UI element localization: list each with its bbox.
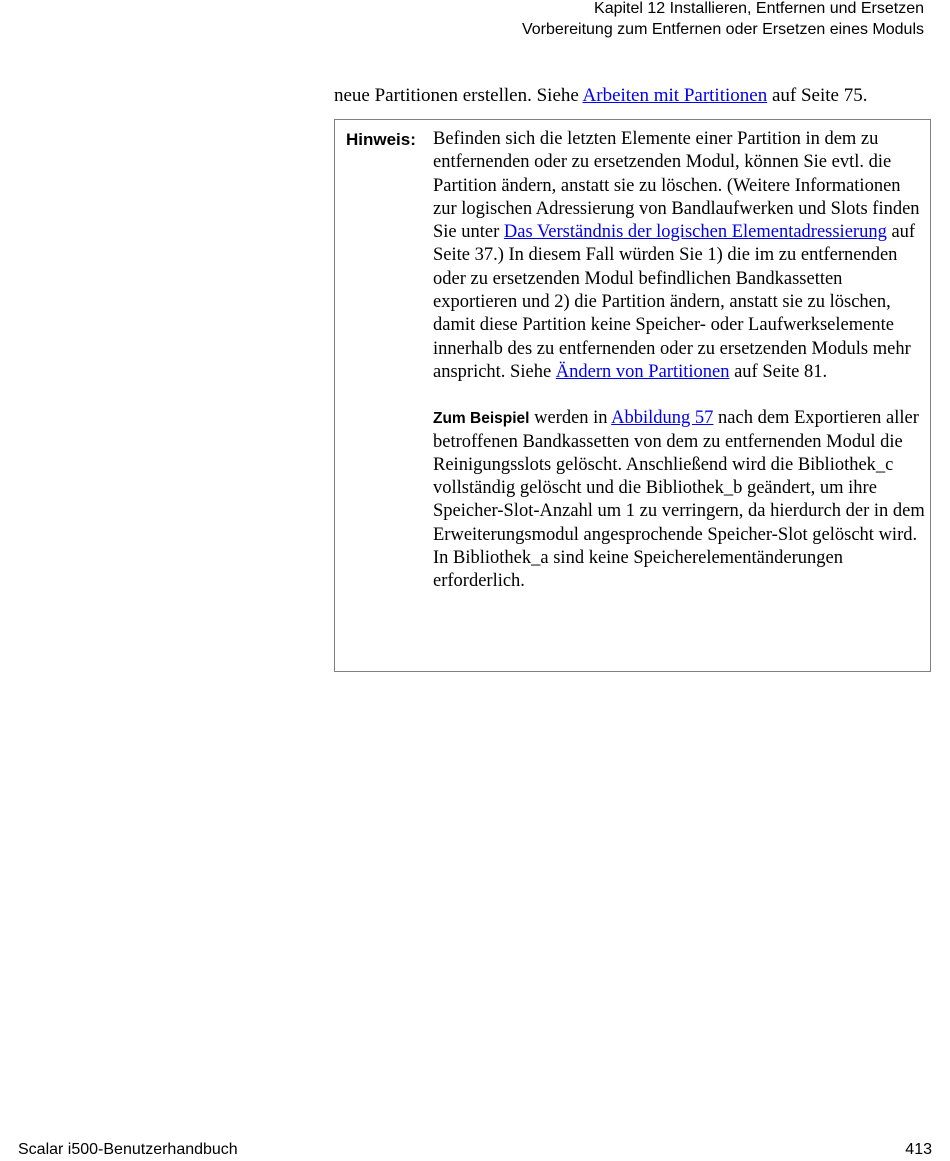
chapter-title: Kapitel 12 Installieren, Entfernen und Ersetzen [594,0,924,17]
page-header [522,0,924,40]
link-logische-elementadressierung[interactable]: Das Verständnis der logischen Elementadressierung [503,222,887,243]
intro-paragraph [334,84,934,107]
note-p1-text-2: auf Seite 37.) In diesem Fall würden Sie 1) die im zu entfernenden oder zu ersetzenden Modul befindlichen Bandkassetten exportieren und 2) die Partition ändern, anstatt sie zu löschen, damit diese Partition keine Speicher- oder Laufwerkselemente innerhalb des zu entfernenden oder zu ersetzenden Moduls mehr anspricht. Siehe [433,222,916,382]
note-p1-text-1: Befinden sich die letzten Elemente einer Partition in dem zu entfernenden oder zu ersetzenden Modul, können Sie evtl. die Partition ändern, anstatt sie zu löschen. (Weitere Informationen zur logischen Adressierung von Bandlaufwerken und Slots finden Sie unter [433,129,920,243]
note-p1-text-3: auf Seite 81. [729,361,828,382]
link-aendern-von-partitionen[interactable]: Ändern von Partitionen [555,361,730,382]
note-label: Hinweis: [346,130,416,149]
link-arbeiten-mit-partitionen[interactable]: Arbeiten mit Partitionen [582,85,768,106]
section-title: Vorbereitung zum Entfernen oder Ersetzen eines Moduls [521,21,924,38]
page-number: 413 [905,1141,932,1158]
intro-text-after: auf Seite 75. [767,85,868,106]
footer-title: Scalar i500-Benutzerhandbuch [18,1141,238,1158]
note-body [433,128,925,594]
note-paragraph-2 [433,407,925,593]
link-abbildung-57[interactable]: Abbildung 57 [611,408,714,429]
note-p2-text-2: nach dem Exportieren aller betroffenen Bandkassetten von dem zu entfernenden Modul die Reinigungsslots gelöscht. Anschließend wird die Bibliothek_c vollständig gelöscht und die Bibliothek_b geändert, um ihre Speicher-Slot-Anzahl um 1 zu verringern, da hierdurch der in dem Erweiterungsmodul angesprochende Speicher-Slot gelöscht wird. In Bibliothek_a sind keine Speicherelementänderungen erforderlich. [433,408,925,592]
example-lead: Zum Beispiel [433,410,530,428]
intro-text-before: neue Partitionen erstellen. Siehe [334,85,583,106]
note-paragraph-1 [433,128,925,384]
note-p2-text-1: werden in [529,408,612,429]
note-box [334,119,931,672]
